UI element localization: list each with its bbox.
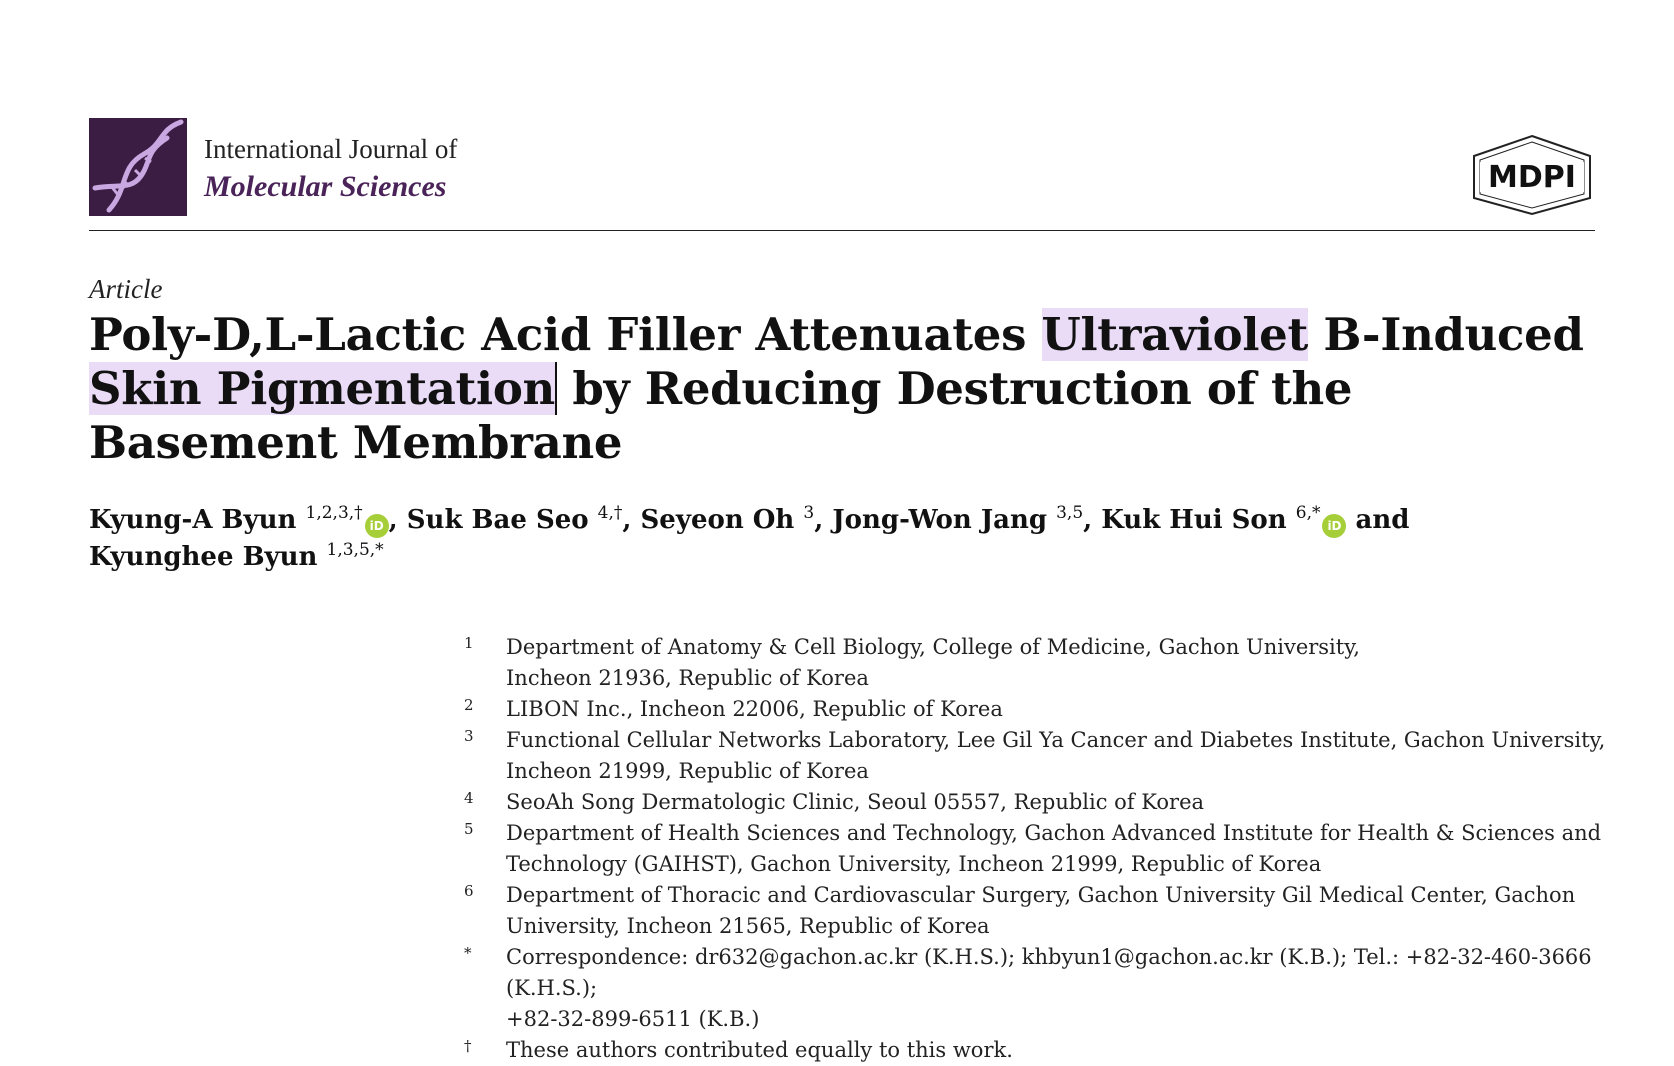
author-name[interactable]: Kyung-A Byun (89, 505, 297, 535)
title-text: by Reducing Destruction of the (556, 362, 1353, 415)
affiliation-mark: † (464, 1037, 472, 1055)
author-line-1 (89, 502, 1589, 539)
orcid-icon[interactable]: iD (365, 514, 389, 538)
affiliation-mark: 1 (464, 634, 474, 652)
author-affiliation-marks: 3 (803, 503, 815, 523)
author-affiliation-marks: 3,5 (1056, 503, 1084, 523)
affiliation-item (464, 725, 1624, 787)
affiliation-item (464, 632, 1624, 694)
affiliation-mark: * (464, 944, 472, 962)
author-separator: , (814, 505, 833, 535)
title-text: Poly-D,L-Lactic Acid Filler Attenuates (89, 308, 1042, 361)
affiliation-text: SeoAh Song Dermatologic Clinic, Seoul 05557, Republic of Korea (506, 790, 1205, 814)
author-name[interactable]: Kyunghee Byun (89, 542, 318, 572)
highlighted-text[interactable]: Ultraviolet (1041, 308, 1308, 361)
affiliation-text: Incheon 21999, Republic of Korea (506, 759, 869, 783)
journal-name-line1: International Journal of (204, 134, 458, 164)
correspondence-text: +82-32-899-6511 (K.B.) (506, 1007, 760, 1031)
affiliation-item (464, 787, 1624, 818)
title-line-1 (89, 308, 1629, 362)
journal-name-line2: Molecular Sciences (204, 170, 447, 203)
orcid-icon[interactable]: iD (1322, 514, 1346, 538)
affiliation-text: Functional Cellular Networks Laboratory, Lee Gil Ya Cancer and Diabetes Institute, Gachon University, (506, 728, 1606, 752)
affiliation-text: University, Incheon 21565, Republic of Korea (506, 914, 990, 938)
title-line-2 (89, 362, 1629, 416)
author-separator: , (622, 505, 641, 535)
affiliation-item (464, 694, 1624, 725)
correspondence-text[interactable]: Correspondence: dr632@gachon.ac.kr (K.H.S.); khbyun1@gachon.ac.kr (K.B.); Tel.: +82-32-460-3666 (K.H.S.); (506, 945, 1592, 1000)
affiliation-mark: 4 (464, 789, 474, 807)
highlighted-text[interactable]: Skin Pigmentation (89, 362, 555, 415)
title-text: B-Induced (1308, 308, 1584, 361)
author-affiliation-marks: 1,3,5,* (326, 540, 384, 560)
mdpi-logo-text: MDPI (1488, 160, 1576, 195)
journal-logo (89, 118, 187, 216)
author-affiliation-marks: 1,2,3,† (305, 503, 363, 523)
affiliation-item (464, 818, 1624, 880)
article-title (89, 308, 1629, 470)
author-list (89, 502, 1589, 576)
journal-header (89, 118, 1595, 231)
dna-helix-icon (89, 118, 187, 216)
affiliation-mark: 6 (464, 882, 474, 900)
affiliation-mark: 3 (464, 727, 474, 745)
affiliation-mark: 2 (464, 696, 474, 714)
title-line-3: Basement Membrane (89, 416, 623, 469)
author-name[interactable]: Seyeon Oh (640, 505, 795, 535)
affiliation-text: LIBON Inc., Incheon 22006, Republic of Korea (506, 697, 1003, 721)
article-type: Article (89, 274, 163, 304)
affiliation-text: Department of Thoracic and Cardiovascular Surgery, Gachon University Gil Medical Center, Gachon (506, 883, 1576, 907)
author-name[interactable]: Suk Bae Seo (406, 505, 589, 535)
author-separator: , (1083, 505, 1102, 535)
author-separator: and (1346, 505, 1410, 535)
author-affiliation-marks: 6,* (1295, 503, 1321, 523)
mdpi-logo (1470, 134, 1595, 216)
affiliation-text: Department of Health Sciences and Technology, Gachon Advanced Institute for Health & Sciences and (506, 821, 1602, 845)
author-separator: , (388, 505, 407, 535)
affiliations-list (464, 632, 1624, 1066)
author-affiliation-marks: 4,† (597, 503, 623, 523)
author-name[interactable]: Kuk Hui Son (1101, 505, 1287, 535)
affiliation-text: Incheon 21936, Republic of Korea (506, 666, 869, 690)
affiliation-mark: 5 (464, 820, 474, 838)
affiliation-text: Department of Anatomy & Cell Biology, College of Medicine, Gachon University, (506, 635, 1360, 659)
affiliation-text: Technology (GAIHST), Gachon University, Incheon 21999, Republic of Korea (506, 852, 1322, 876)
affiliation-item (464, 880, 1624, 942)
correspondence-item (464, 942, 1624, 1035)
author-line-2 (89, 539, 1589, 576)
equal-contribution-note (464, 1035, 1624, 1066)
equal-contribution-text: These authors contributed equally to this work. (506, 1038, 1013, 1062)
author-name[interactable]: Jong-Won Jang (832, 505, 1048, 535)
